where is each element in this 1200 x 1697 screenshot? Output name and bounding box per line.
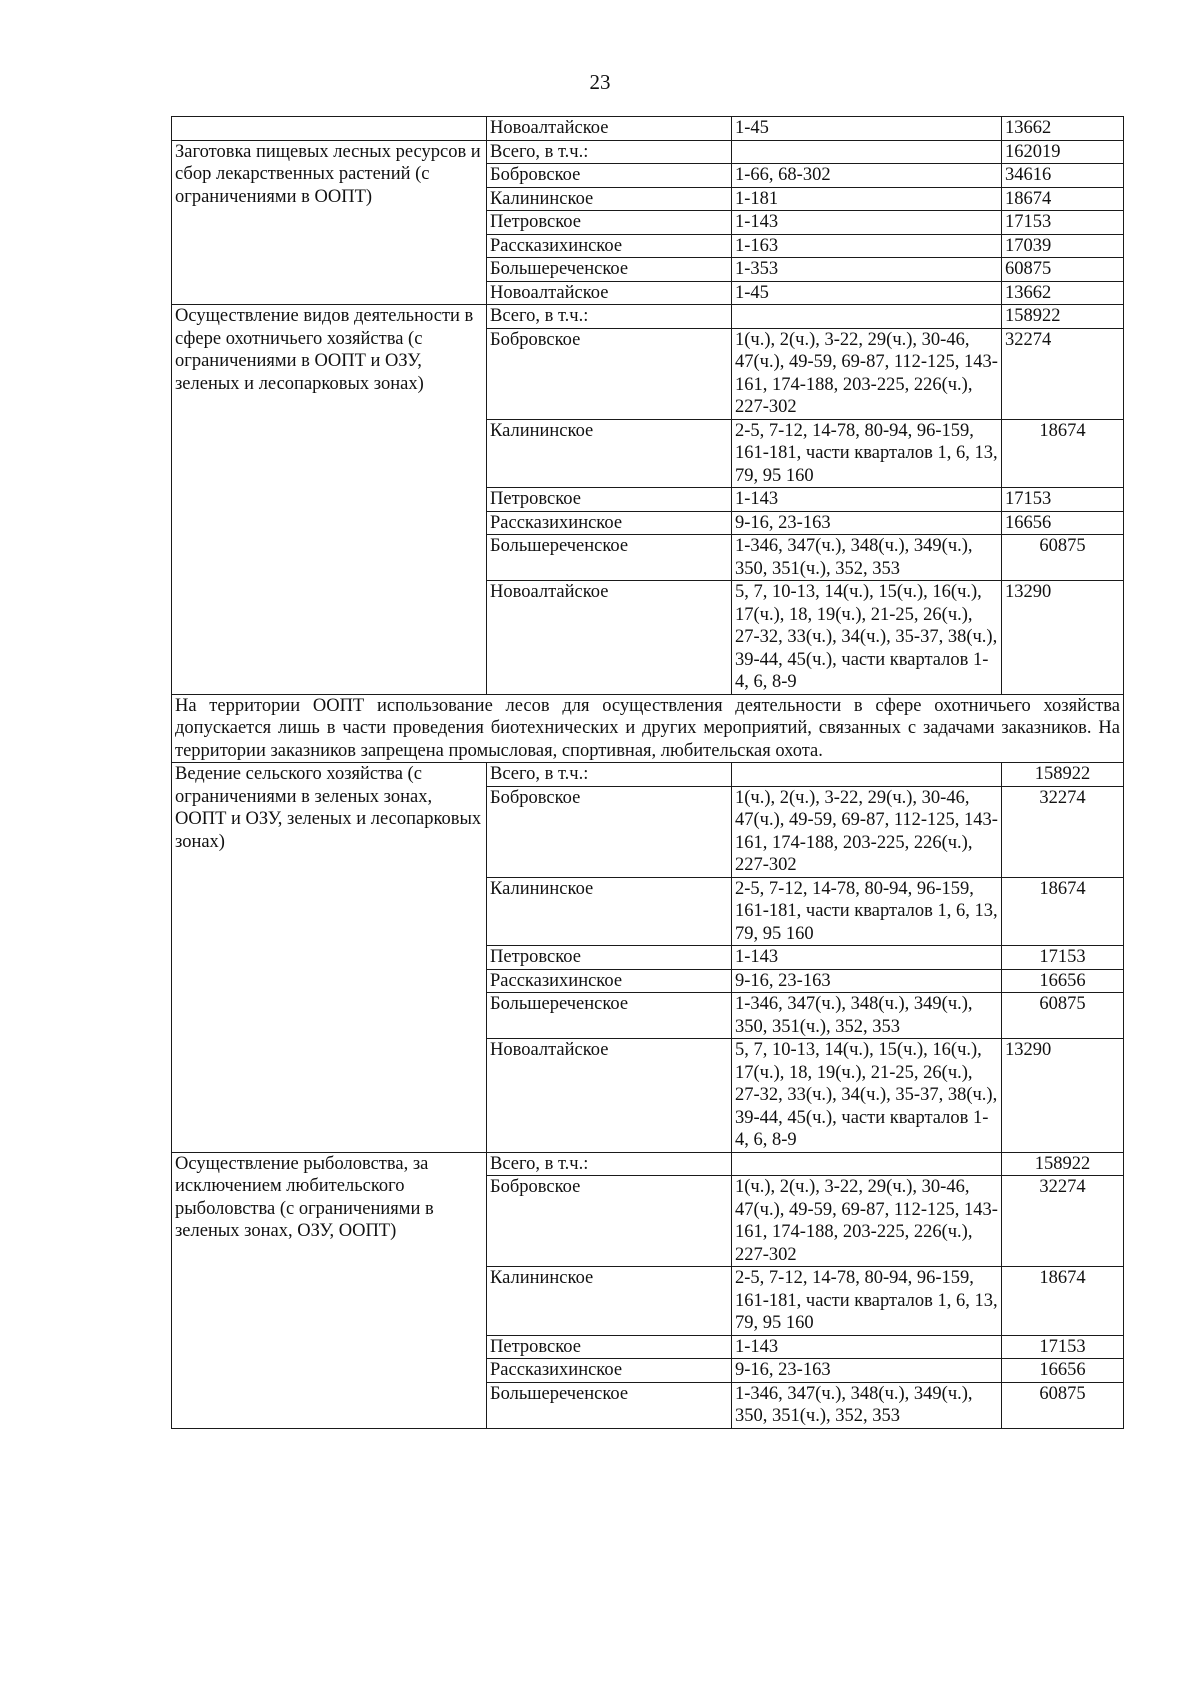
table-row [172,305,1124,329]
area-cell: 60875 [1002,535,1124,581]
quarters-cell: 1(ч.), 2(ч.), 3-22, 29(ч.), 30-46, 47(ч.), 49-59, 69-87, 112-125, 143-161, 174-188, 203-225, 226(ч.), 227-302 [732,786,1002,877]
area-cell: 16656 [1002,511,1124,535]
forest-cell: Новоалтайское [487,117,732,141]
area-cell: 13662 [1002,117,1124,141]
activity-cell: Заготовка пищевых лесных ресурсов и сбор лекарственных растений (с ограничениями в ООПТ) [172,140,487,305]
forest-cell: Бобровское [487,786,732,877]
quarters-cell: 1-143 [732,488,1002,512]
forest-cell: Всего, в т.ч.: [487,1152,732,1176]
quarters-cell: 1(ч.), 2(ч.), 3-22, 29(ч.), 30-46, 47(ч.), 49-59, 69-87, 112-125, 143-161, 174-188, 203-225, 226(ч.), 227-302 [732,1176,1002,1267]
forest-cell: Петровское [487,1335,732,1359]
forest-cell: Петровское [487,488,732,512]
area-cell: 18674 [1002,187,1124,211]
area-cell: 13662 [1002,281,1124,305]
activity-cell [172,117,487,141]
forest-cell: Новоалтайское [487,281,732,305]
forest-cell: Рассказихинское [487,234,732,258]
quarters-cell: 1-143 [732,211,1002,235]
quarters-cell: 1-45 [732,117,1002,141]
area-cell: 158922 [1002,305,1124,329]
quarters-cell: 1-181 [732,187,1002,211]
forest-cell: Калининское [487,419,732,488]
quarters-cell: 9-16, 23-163 [732,511,1002,535]
forest-cell: Рассказихинское [487,511,732,535]
area-cell: 18674 [1002,1267,1124,1336]
forest-cell: Всего, в т.ч.: [487,763,732,787]
forest-cell: Большереченское [487,993,732,1039]
area-cell: 60875 [1002,1382,1124,1428]
forest-cell: Большереченское [487,535,732,581]
quarters-cell: 1-346, 347(ч.), 348(ч.), 349(ч.), 350, 351(ч.), 352, 353 [732,1382,1002,1428]
area-cell: 13290 [1002,1039,1124,1153]
quarters-cell: 1-353 [732,258,1002,282]
forest-cell: Большереченское [487,1382,732,1428]
area-cell: 60875 [1002,993,1124,1039]
forest-cell: Рассказихинское [487,969,732,993]
quarters-cell: 1-346, 347(ч.), 348(ч.), 349(ч.), 350, 351(ч.), 352, 353 [732,993,1002,1039]
forest-cell: Калининское [487,877,732,946]
forest-cell: Петровское [487,946,732,970]
quarters-cell [732,1152,1002,1176]
table-row [172,763,1124,787]
table-row [172,694,1124,763]
area-cell: 34616 [1002,164,1124,188]
forest-cell: Петровское [487,211,732,235]
forest-cell: Калининское [487,1267,732,1336]
area-cell: 18674 [1002,877,1124,946]
area-cell: 158922 [1002,763,1124,787]
area-cell: 158922 [1002,1152,1124,1176]
forest-cell: Бобровское [487,328,732,419]
quarters-cell: 1-45 [732,281,1002,305]
forest-use-table [171,116,1124,1429]
area-cell: 17153 [1002,488,1124,512]
forest-cell: Бобровское [487,164,732,188]
area-cell: 32274 [1002,786,1124,877]
forest-cell: Новоалтайское [487,581,732,695]
table-row [172,1152,1124,1176]
table-row [172,117,1124,141]
quarters-cell: 2-5, 7-12, 14-78, 80-94, 96-159, 161-181, части кварталов 1, 6, 13, 79, 95 160 [732,877,1002,946]
quarters-cell: 5, 7, 10-13, 14(ч.), 15(ч.), 16(ч.), 17(ч.), 18, 19(ч.), 21-25, 26(ч.), 27-32, 33(ч.), 34(ч.), 35-37, 38(ч.), 39-44, 45(ч.), части кварталов 1-4, 6, 8-9 [732,1039,1002,1153]
area-cell: 16656 [1002,969,1124,993]
activity-cell: Ведение сельского хозяйства (с ограничениями в зеленых зонах, ООПТ и ОЗУ, зеленых и лесопарковых зонах) [172,763,487,1153]
forest-cell: Бобровское [487,1176,732,1267]
quarters-cell: 2-5, 7-12, 14-78, 80-94, 96-159, 161-181, части кварталов 1, 6, 13, 79, 95 160 [732,419,1002,488]
forest-cell: Всего, в т.ч.: [487,140,732,164]
area-cell: 162019 [1002,140,1124,164]
activity-cell: Осуществление видов деятельности в сфере охотничьего хозяйства (с ограничениями в ООПТ и ОЗУ, зеленых и лесопарковых зонах) [172,305,487,695]
area-cell: 17039 [1002,234,1124,258]
quarters-cell: 2-5, 7-12, 14-78, 80-94, 96-159, 161-181, части кварталов 1, 6, 13, 79, 95 160 [732,1267,1002,1336]
quarters-cell: 9-16, 23-163 [732,969,1002,993]
forest-cell: Большереченское [487,258,732,282]
quarters-cell: 5, 7, 10-13, 14(ч.), 15(ч.), 16(ч.), 17(ч.), 18, 19(ч.), 21-25, 26(ч.), 27-32, 33(ч.), 34(ч.), 35-37, 38(ч.), 39-44, 45(ч.), части кварталов 1-4, 6, 8-9 [732,581,1002,695]
quarters-cell: 1-143 [732,1335,1002,1359]
quarters-cell: 1-163 [732,234,1002,258]
area-cell: 60875 [1002,258,1124,282]
area-cell: 17153 [1002,1335,1124,1359]
area-cell: 13290 [1002,581,1124,695]
quarters-cell: 1-346, 347(ч.), 348(ч.), 349(ч.), 350, 351(ч.), 352, 353 [732,535,1002,581]
quarters-cell: 1-66, 68-302 [732,164,1002,188]
area-cell: 32274 [1002,328,1124,419]
quarters-cell [732,140,1002,164]
area-cell: 32274 [1002,1176,1124,1267]
area-cell: 17153 [1002,211,1124,235]
quarters-cell [732,763,1002,787]
forest-cell: Новоалтайское [487,1039,732,1153]
page-number: 23 [589,70,611,94]
forest-cell: Рассказихинское [487,1359,732,1383]
quarters-cell: 1(ч.), 2(ч.), 3-22, 29(ч.), 30-46, 47(ч.), 49-59, 69-87, 112-125, 143-161, 174-188, 203-225, 226(ч.), 227-302 [732,328,1002,419]
quarters-cell: 1-143 [732,946,1002,970]
table-row [172,140,1124,164]
area-cell: 16656 [1002,1359,1124,1383]
activity-cell: Осуществление рыболовства, за исключением любительского рыболовства (с ограничениями в зеленых зонах, ОЗУ, ООПТ) [172,1152,487,1428]
quarters-cell: 9-16, 23-163 [732,1359,1002,1383]
quarters-cell [732,305,1002,329]
area-cell: 18674 [1002,419,1124,488]
forest-cell: Всего, в т.ч.: [487,305,732,329]
forest-cell: Калининское [487,187,732,211]
note-cell: На территории ООПТ использование лесов для осуществления деятельности в сфере охотничьего хозяйства допускается лишь в части проведения биотехнических и других мероприятий, связанных с задачами заказников. На территории заказников запрещена промысловая, спортивная, любительская охота. [172,694,1124,763]
area-cell: 17153 [1002,946,1124,970]
